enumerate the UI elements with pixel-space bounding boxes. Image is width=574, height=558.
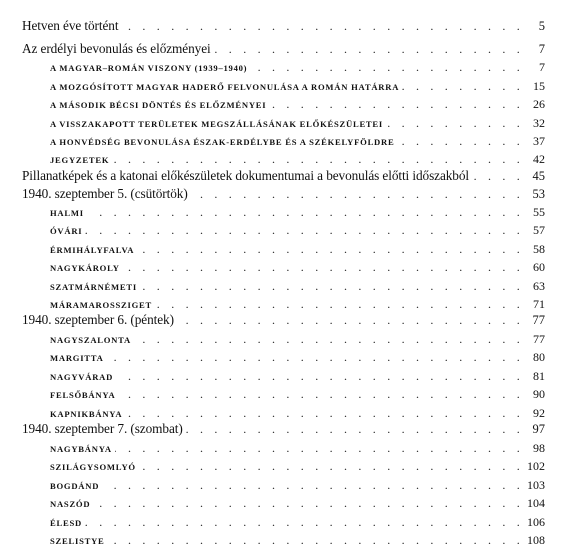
dot-leader <box>93 496 524 511</box>
toc-entry-title: JEGYZETEK <box>50 155 110 165</box>
toc-subsection-entry <box>50 350 545 365</box>
toc-subsection-entry <box>50 406 545 421</box>
toc-page-number: 77 <box>533 332 545 346</box>
toc-page-number: 103 <box>527 478 545 492</box>
dot-leader <box>116 369 524 384</box>
dot-leader <box>118 387 524 402</box>
toc-section-entry <box>22 312 545 328</box>
dot-leader <box>123 260 524 275</box>
toc-entry-title: SZELISTYE <box>50 536 105 546</box>
toc-page-number: 42 <box>533 152 545 166</box>
toc-entry-title: Hetven éve történt <box>22 18 119 33</box>
toc-entry-title: NAGYBÁNYA <box>50 444 112 454</box>
toc-entry-title: ÓVÁRI <box>50 226 83 236</box>
toc-section-entry <box>22 41 545 57</box>
dot-leader <box>85 223 524 238</box>
toc-page-number: 58 <box>533 242 545 256</box>
toc-page-number: 90 <box>533 387 545 401</box>
toc-subsection-entry <box>50 60 545 75</box>
toc-page-number: 32 <box>533 116 545 130</box>
toc-entry-title: A MAGYAR–ROMÁN VISZONY (1939–1940) <box>50 63 248 73</box>
toc-page-number: 98 <box>533 441 545 455</box>
toc-subsection-entry <box>50 478 545 493</box>
toc-page-number: 45 <box>532 169 545 183</box>
toc-page-number: 15 <box>533 79 545 93</box>
dot-leader <box>177 313 524 328</box>
dot-leader <box>87 205 524 220</box>
toc-page-number: 57 <box>533 223 545 237</box>
toc-subsection-entry <box>50 79 545 94</box>
toc-page-number: 106 <box>527 515 545 529</box>
toc-subsection-entry <box>50 459 545 474</box>
dot-leader <box>191 187 524 202</box>
dot-leader <box>139 459 524 474</box>
toc-page-number: 80 <box>533 350 545 364</box>
toc-entry-title: A HONVÉDSÉG BEVONULÁSA ÉSZAK-ERDÉLYBE ÉS A SZÉKELYFÖLDRE <box>50 137 395 147</box>
toc-subsection-entry <box>50 533 545 548</box>
dot-leader <box>402 79 524 94</box>
toc-subsection-entry <box>50 97 545 112</box>
dot-leader <box>155 297 524 312</box>
toc-entry-title: BOGDÁND <box>50 481 100 491</box>
toc-entry-title: 1940. szeptember 5. (csütörtök) <box>22 186 188 201</box>
dot-leader <box>115 441 524 456</box>
toc-page-number: 92 <box>533 406 545 420</box>
toc-page-number: 7 <box>539 60 545 74</box>
toc-page-number: 104 <box>527 496 545 510</box>
dot-leader <box>108 533 524 548</box>
dot-leader <box>137 242 524 257</box>
dot-leader <box>186 422 524 437</box>
toc-page-number: 5 <box>538 19 545 33</box>
toc-entry-title: A VISSZAKAPOTT TERÜLETEK MEGSZÁLLÁSÁNAK ELŐKÉSZÜLETEI <box>50 119 383 129</box>
toc-entry-title: MÁRAMAROSSZIGET <box>50 300 152 310</box>
dot-leader <box>250 60 524 75</box>
toc-entry-title: ÉRMIHÁLYFALVA <box>50 245 135 255</box>
toc-entry-title: NAGYVÁRAD <box>50 372 114 382</box>
dot-leader <box>269 97 524 112</box>
toc-entry-title: A MÁSODIK BÉCSI DÖNTÉS ÉS ELŐZMÉNYEI <box>50 100 267 110</box>
toc-entry-title: NAGYSZALONTA <box>50 335 131 345</box>
toc-page-number: 26 <box>533 97 545 111</box>
toc-subsection-entry <box>50 441 545 456</box>
toc-page-number: 63 <box>533 279 545 293</box>
dot-leader <box>397 134 524 149</box>
dot-leader <box>472 169 524 184</box>
dot-leader <box>386 116 524 131</box>
toc-subsection-entry <box>50 387 545 402</box>
toc-subsection-entry <box>50 332 545 347</box>
toc-subsection-entry <box>50 134 545 149</box>
toc-subsection-entry <box>50 515 545 530</box>
toc-entry-title: Pillanatképek és a katonai előkészületek dokumentumai a bevonulás előtti időszakból <box>22 168 469 183</box>
toc-page-number: 37 <box>533 134 545 148</box>
toc-section-entry <box>22 186 545 202</box>
toc-entry-title: 1940. szeptember 6. (péntek) <box>22 312 174 327</box>
toc-page-number: 77 <box>532 313 545 327</box>
dot-leader <box>140 279 524 294</box>
toc-subsection-entry <box>50 116 545 131</box>
toc-entry-title: NAGYKÁROLY <box>50 263 120 273</box>
toc-page-number: 97 <box>532 422 545 436</box>
toc-page-number: 60 <box>533 260 545 274</box>
toc-page-number: 102 <box>527 459 545 473</box>
dot-leader <box>134 332 524 347</box>
toc-subsection-entry <box>50 260 545 275</box>
toc-entry-title: SZATMÁRNÉMETI <box>50 282 137 292</box>
toc-subsection-entry <box>50 223 545 238</box>
toc-entry-title: Az erdélyi bevonulás és előzményei <box>22 41 211 56</box>
toc-page-number: 71 <box>533 297 545 311</box>
toc-entry-title: 1940. szeptember 7. (szombat) <box>22 421 183 436</box>
toc-page-number: 7 <box>538 42 545 56</box>
toc-page-number: 53 <box>532 187 545 201</box>
toc-page-number: 55 <box>533 205 545 219</box>
toc-page-number: 108 <box>527 533 545 547</box>
toc-subsection-entry <box>50 297 545 312</box>
toc-entry-title: KAPNIKBÁNYA <box>50 409 123 419</box>
toc-subsection-entry <box>50 496 545 511</box>
dot-leader <box>85 515 524 530</box>
toc-entry-title: FELSŐBÁNYA <box>50 390 116 400</box>
toc-entry-title: MARGITTA <box>50 353 104 363</box>
toc-subsection-entry <box>50 279 545 294</box>
dot-leader <box>112 152 524 167</box>
dot-leader <box>214 42 524 57</box>
dot-leader <box>121 19 524 34</box>
toc-page-number: 81 <box>533 369 545 383</box>
toc-entry-title: ÉLESD <box>50 518 82 528</box>
toc-subsection-entry <box>50 242 545 257</box>
toc-subsection-entry <box>50 152 545 167</box>
toc-entry-title: SZILÁGYSOMLYÓ <box>50 462 136 472</box>
toc-section-entry <box>22 421 545 437</box>
dot-leader <box>102 478 524 493</box>
dot-leader <box>125 406 524 421</box>
toc-subsection-entry <box>50 369 545 384</box>
toc-section-entry <box>22 18 545 34</box>
toc-entry-title: NASZÓD <box>50 499 91 509</box>
toc-section-entry <box>22 168 545 184</box>
toc-entry-title: A MOZGÓSÍTOTT MAGYAR HADERŐ FELVONULÁSA A ROMÁN HATÁRRA <box>50 82 400 92</box>
dot-leader <box>107 350 524 365</box>
toc-entry-title: HALMI <box>50 208 84 218</box>
toc-subsection-entry <box>50 205 545 220</box>
